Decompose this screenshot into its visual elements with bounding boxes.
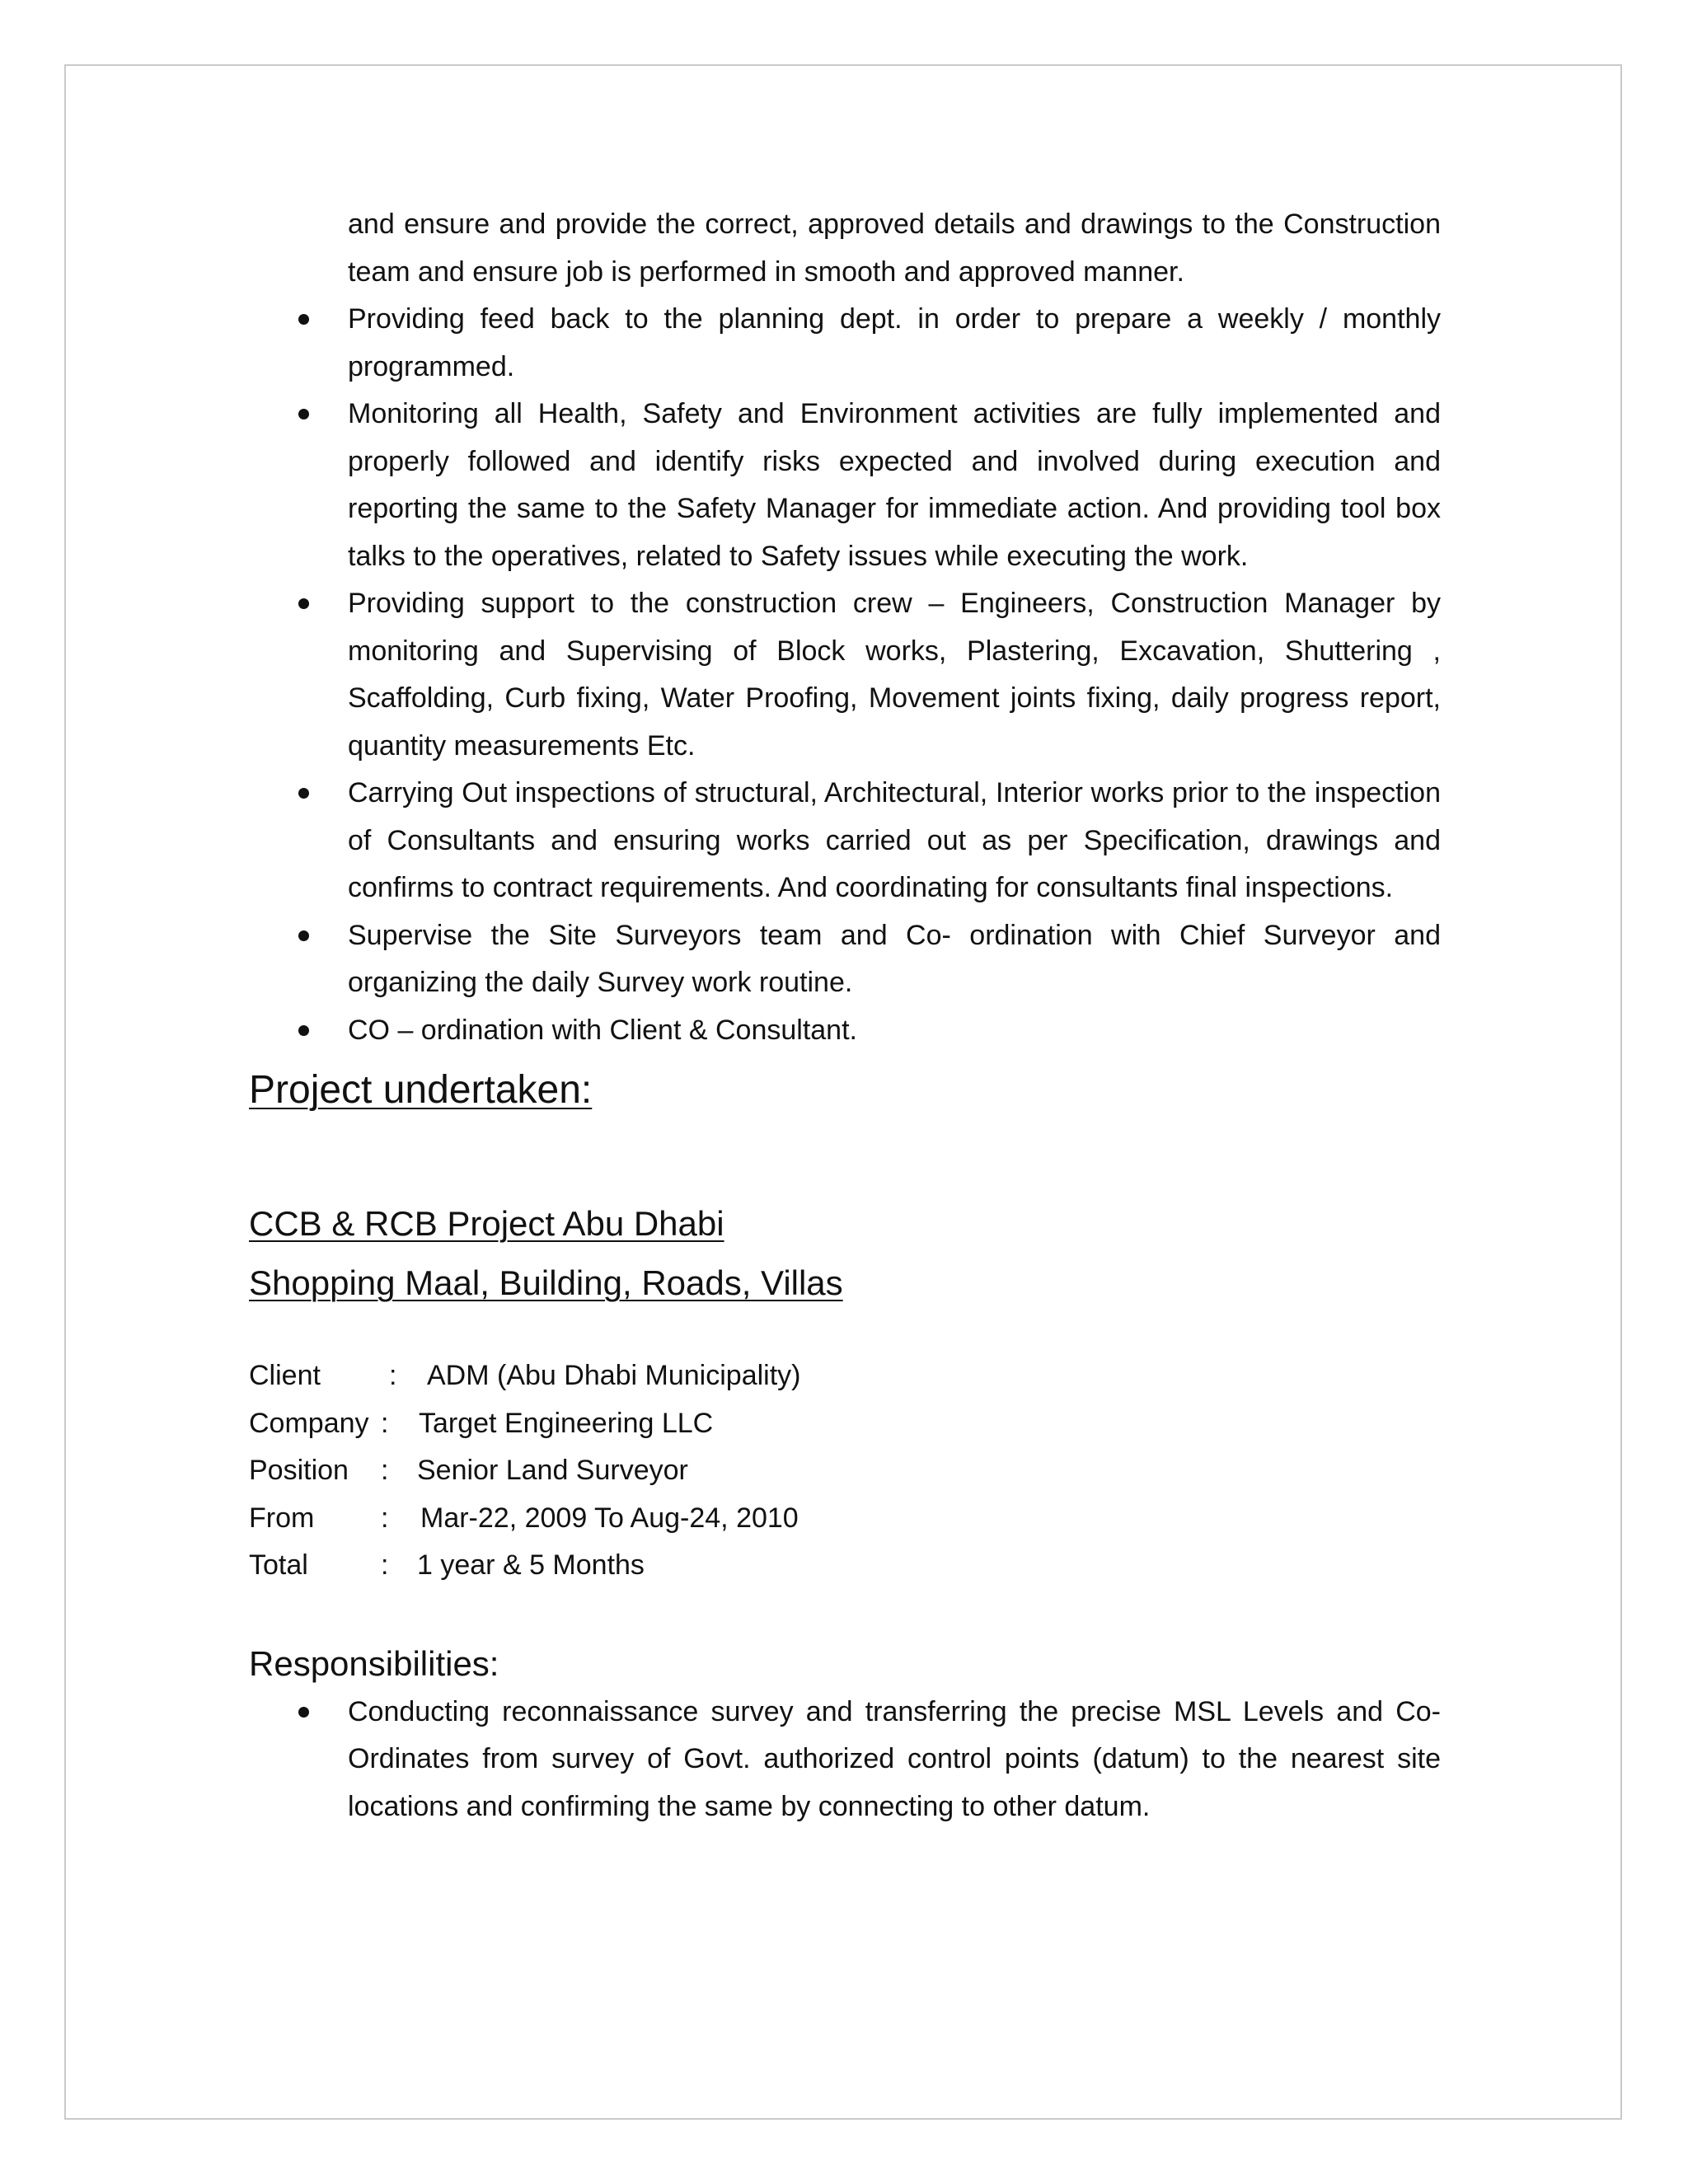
duties-list <box>249 296 1441 1054</box>
detail-label: Total <box>249 1549 308 1581</box>
detail-value: Target Engineering LLC <box>419 1407 714 1439</box>
list-item <box>249 296 1441 391</box>
detail-value: ADM (Abu Dhabi Municipality) <box>427 1360 801 1391</box>
detail-colon: : <box>389 1360 397 1391</box>
list-item <box>249 912 1441 1007</box>
section-heading: Project undertaken: <box>249 1068 593 1112</box>
detail-label: Company <box>249 1407 369 1439</box>
list-item <box>249 1689 1441 1831</box>
detail-value: Mar-22, 2009 To Aug-24, 2010 <box>420 1502 799 1534</box>
detail-label: From <box>249 1502 315 1534</box>
list-item-text: Providing feed back to the planning dept. in order to prepare a weekly / monthly programmed. <box>348 303 1441 382</box>
detail-value: 1 year & 5 Months <box>417 1549 645 1581</box>
bullet-icon <box>298 1025 309 1036</box>
detail-colon: : <box>381 1407 389 1439</box>
list-item-text: CO – ordination with Client & Consultant. <box>348 1014 857 1046</box>
continuation-paragraph: and ensure and provide the correct, approved details and drawings to the Construction team and ensure job is performed in smooth and approved manner. <box>348 209 1441 288</box>
list-item <box>249 1007 1441 1055</box>
detail-row-from <box>249 1495 1441 1543</box>
list-item-text: Supervise the Site Surveyors team and Co- ordination with Chief Surveyor and organizing the daily Survey work routine. <box>348 919 1441 998</box>
responsibilities-list <box>249 1689 1441 1831</box>
list-item-text: Providing support to the construction crew – Engineers, Construction Manager by monitoring and Supervising of Block works, Plastering, Excavation, Shuttering , Scaffolding, Curb fixing, Water Proofing, Movement joints fixing, daily progress report, quantity measurements Etc. <box>348 588 1441 762</box>
detail-colon: : <box>381 1502 389 1534</box>
list-item-text: Carrying Out inspections of structural, Architectural, Interior works prior to the inspection of Consultants and ensuring works carried out as per Specification, drawings and confirms to contract requirements. And coordinating for consultants final inspections. <box>348 777 1441 903</box>
detail-label: Client <box>249 1360 321 1391</box>
bullet-icon <box>298 598 309 609</box>
list-item-text: Conducting reconnaissance survey and transferring the precise MSL Levels and Co-Ordinates from survey of Govt. authorized control points (datum) to the nearest site locations and confirming the same by connecting to other datum. <box>348 1695 1441 1822</box>
detail-colon: : <box>381 1549 389 1581</box>
project-details <box>249 1352 1441 1590</box>
bullet-icon <box>298 788 309 799</box>
bullet-icon <box>298 409 309 419</box>
detail-colon: : <box>381 1455 389 1486</box>
list-item-text: Monitoring all Health, Safety and Environment activities are fully implemented and properly followed and identify risks expected and involved during execution and reporting the same to the Safety Manager for immediate action. And providing tool box talks to the operatives, related to Safety issues while executing the work. <box>348 398 1441 572</box>
bullet-icon <box>298 930 309 941</box>
detail-label: Position <box>249 1455 349 1486</box>
detail-row-position <box>249 1447 1441 1495</box>
detail-row-company <box>249 1400 1441 1448</box>
project-titles <box>249 1194 1441 1313</box>
detail-row-client <box>249 1352 1441 1400</box>
responsibilities-heading: Responsibilities: <box>249 1643 499 1683</box>
bullet-icon <box>298 314 309 325</box>
list-item <box>249 391 1441 580</box>
project-title: CCB & RCB Project Abu Dhabi <box>249 1204 724 1243</box>
detail-value: Senior Land Surveyor <box>417 1455 688 1486</box>
bullet-icon <box>298 1707 309 1718</box>
document-body <box>249 201 1441 1830</box>
project-scope: Shopping Maal, Building, Roads, Villas <box>249 1263 843 1302</box>
list-item <box>249 770 1441 912</box>
list-item <box>249 580 1441 770</box>
detail-row-total <box>249 1542 1441 1590</box>
